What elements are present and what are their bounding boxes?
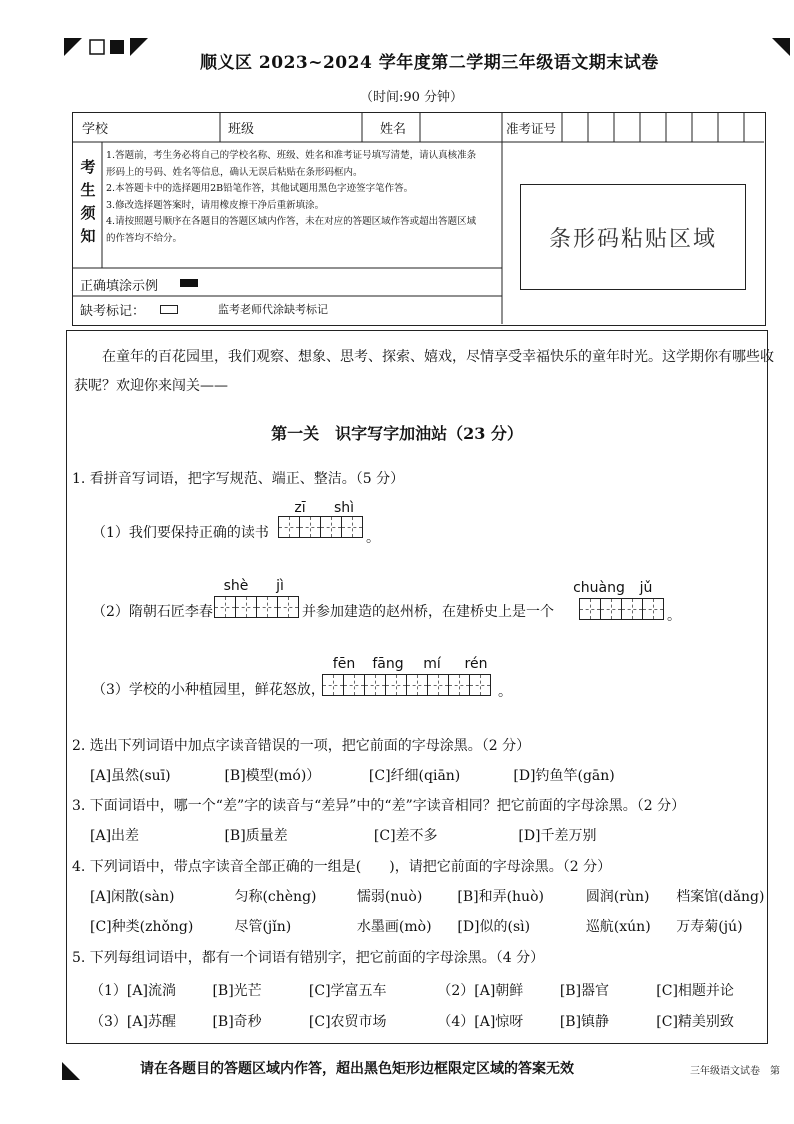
q4-option-d[interactable]: [D]似的(sì) — [457, 919, 531, 935]
q2-option-a[interactable]: [A]虽然(suī) — [90, 768, 171, 784]
q4-option-b[interactable]: [B]和弄(huò) — [457, 889, 544, 905]
q1-s1-writing-grid[interactable] — [278, 516, 362, 538]
q5-row-2 — [90, 1011, 734, 1031]
q1-s3-pinyin-3: mí — [423, 656, 441, 672]
intro-text: 在童年的百花园里，我们观察、想象、思考、探索、嬉戏，尽情享受幸福快乐的童年时光。这学期你有哪些收获呢？欢迎你来闯关—— — [74, 349, 774, 394]
exam-time: （时间:90 分钟） — [360, 90, 464, 105]
q1-s2-pinyin-a2: jì — [276, 578, 284, 594]
q5-row-1 — [90, 980, 734, 1000]
notice-text: 1.答题前，考生务必将自己的学校名称、班级、姓名和准考证号填写清楚，请认真核准条 形码上的号码、姓名等信息，确认无误后粘贴在条形码框内。 2.本答题卡中的选择题用2B铅笔作答，其他试题用黑色字迹签字笔作答。 3.修改选择题答案时，请用橡皮擦干净后重新填涂。 4.请按照题号顺序在各题目的答题区域内作答，未在对应的答题区域作答或超出答题区域 的作答均不给分。 — [106, 150, 477, 244]
q1-s2-period: 。 — [667, 608, 681, 624]
q1-s2-text-b: 并参加建造的赵州桥，在建桥史上是一个 — [302, 604, 554, 620]
q1-s3-period: 。 — [498, 684, 512, 700]
q5-g4-option-a[interactable]: （4）[A]惊呀 — [437, 1014, 524, 1030]
name-field[interactable] — [422, 116, 498, 138]
q4-option-a[interactable]: [A]闲散(sàn) — [90, 889, 175, 905]
name-label: 姓名 — [380, 122, 407, 137]
q1-s1-pinyin-2: shì — [333, 500, 355, 516]
q5-g4-option-b[interactable]: [B]镇静 — [559, 1014, 610, 1030]
q4-row-2 — [90, 916, 743, 936]
q1-s1-text: （1）我们要保持正确的读书 — [92, 525, 269, 541]
footer-page-label: 三年级语文试卷 第 — [690, 1066, 780, 1077]
q2-option-b[interactable]: [B]模型(mó)） — [224, 768, 321, 784]
q4-a-word-3: 懦弱(nuò) — [356, 889, 423, 905]
school-field[interactable] — [116, 116, 216, 138]
barcode-label: 条形码粘贴区域 — [548, 226, 717, 252]
q1-s1-pinyin-1: zī — [294, 500, 306, 516]
barcode-area[interactable] — [520, 184, 746, 290]
q3-options — [90, 825, 597, 845]
registration-mark-right — [770, 38, 790, 58]
q1-s2-writing-grid-b[interactable] — [579, 598, 663, 620]
q3-option-a[interactable]: [A]出差 — [90, 828, 140, 844]
q1-s3-pinyin-2: fāng — [372, 656, 404, 672]
q4-row-1 — [90, 886, 764, 906]
q1-stem: 1. 看拼音写词语，把字写规范、端正、整洁。（5 分） — [72, 471, 405, 487]
q1-s3-writing-grid[interactable] — [322, 674, 490, 696]
q3-option-b[interactable]: [B]质量差 — [224, 828, 288, 844]
q2-stem: 2. 选出下列词语中加点字读音错误的一项，把它前面的字母涂黑。（2 分） — [72, 738, 531, 754]
exam-id-field[interactable] — [562, 113, 764, 141]
q5-g3-option-b[interactable]: [B]奇秒 — [212, 1014, 262, 1030]
q1-s2-text-a: （2）隋朝石匠李春 — [92, 604, 213, 620]
q5-g1-option-a[interactable]: （1）[A]流淌 — [90, 983, 176, 999]
q5-g3-option-a[interactable]: （3）[A]苏醒 — [90, 1014, 176, 1030]
q1-s2-writing-grid-a[interactable] — [214, 596, 298, 618]
notice-label: 考 生 须 知 — [80, 158, 96, 245]
q5-g4-option-c[interactable]: [C]精美别致 — [656, 1014, 734, 1030]
q3-stem: 3. 下面词语中，哪一个“差”字的读音与“差异”中的“差”字读音相同？把它前面的字母涂黑。（2 分） — [72, 798, 686, 814]
q4-c-word-2: 尽管(jǐn) — [234, 919, 292, 935]
fill-example-mark — [180, 279, 198, 287]
q5-g3-option-c[interactable]: [C]农贸市场 — [308, 1014, 387, 1030]
q1-s1-period: 。 — [366, 530, 380, 546]
q5-g1-option-c[interactable]: [C]学富五车 — [308, 983, 387, 999]
absent-note: 监考老师代涂缺考标记 — [218, 303, 328, 316]
q1-s2-pinyin-a1: shè — [223, 578, 249, 594]
q5-g2-option-a[interactable]: （2）[A]朝鲜 — [437, 983, 524, 999]
registration-mark-bottom — [62, 1062, 82, 1082]
class-label: 班级 — [228, 122, 255, 137]
q2-options — [90, 765, 615, 785]
q4-b-word-2: 圆润(rùn) — [585, 889, 650, 905]
class-field[interactable] — [262, 116, 358, 138]
q1-s3-text: （3）学校的小种植园里，鲜花怒放， — [92, 682, 325, 698]
absent-checkbox[interactable] — [160, 305, 178, 314]
q1-s2-pinyin-b1: chuàng — [573, 580, 625, 596]
q2-option-d[interactable]: [D]钓鱼竿(gān) — [513, 768, 615, 784]
fill-example-label: 正确填涂示例 — [80, 279, 159, 294]
q4-b-word-3: 档案馆(dǎng) — [676, 889, 765, 905]
section-title: 第一关 识字写字加油站（23 分） — [271, 424, 523, 443]
registration-marks — [64, 38, 154, 58]
q4-stem: 4. 下列词语中，带点字读音全部正确的一组是( )，请把它前面的字母涂黑。（2 分） — [72, 859, 612, 875]
q5-g2-option-c[interactable]: [C]相题并论 — [656, 983, 734, 999]
absent-label: 缺考标记： — [80, 304, 146, 319]
q4-c-word-3: 水墨画(mò) — [356, 919, 432, 935]
q5-stem: 5. 下列每组词语中，都有一个词语有错别字，把它前面的字母涂黑。（4 分） — [72, 950, 545, 966]
q4-option-c[interactable]: [C]种类(zhǒng) — [90, 919, 194, 935]
exam-title: 顺义区 2023~2024 学年度第二学期三年级语文期末试卷 — [200, 53, 659, 73]
q4-a-word-2: 匀称(chèng) — [234, 889, 317, 905]
q1-s3-pinyin-1: fēn — [332, 656, 356, 672]
school-label: 学校 — [82, 122, 109, 137]
q5-g2-option-b[interactable]: [B]器官 — [559, 983, 610, 999]
footer-warning: 请在各题目的答题区域内作答，超出黑色矩形边框限定区域的答案无效 — [140, 1061, 574, 1077]
q4-d-word-3: 万寿菊(jú) — [676, 919, 743, 935]
q1-s3-pinyin-4: rén — [464, 656, 488, 672]
q4-d-word-2: 巡航(xún) — [585, 919, 651, 935]
q3-option-c[interactable]: [C]差不多 — [373, 828, 438, 844]
q1-s2-pinyin-b2: jǔ — [639, 580, 653, 596]
q2-option-c[interactable]: [C]纤细(qiān) — [368, 768, 461, 784]
exam-id-label: 准考证号 — [506, 121, 557, 136]
q5-g1-option-b[interactable]: [B]光芒 — [212, 983, 262, 999]
q3-option-d[interactable]: [D]千差万别 — [518, 828, 597, 844]
